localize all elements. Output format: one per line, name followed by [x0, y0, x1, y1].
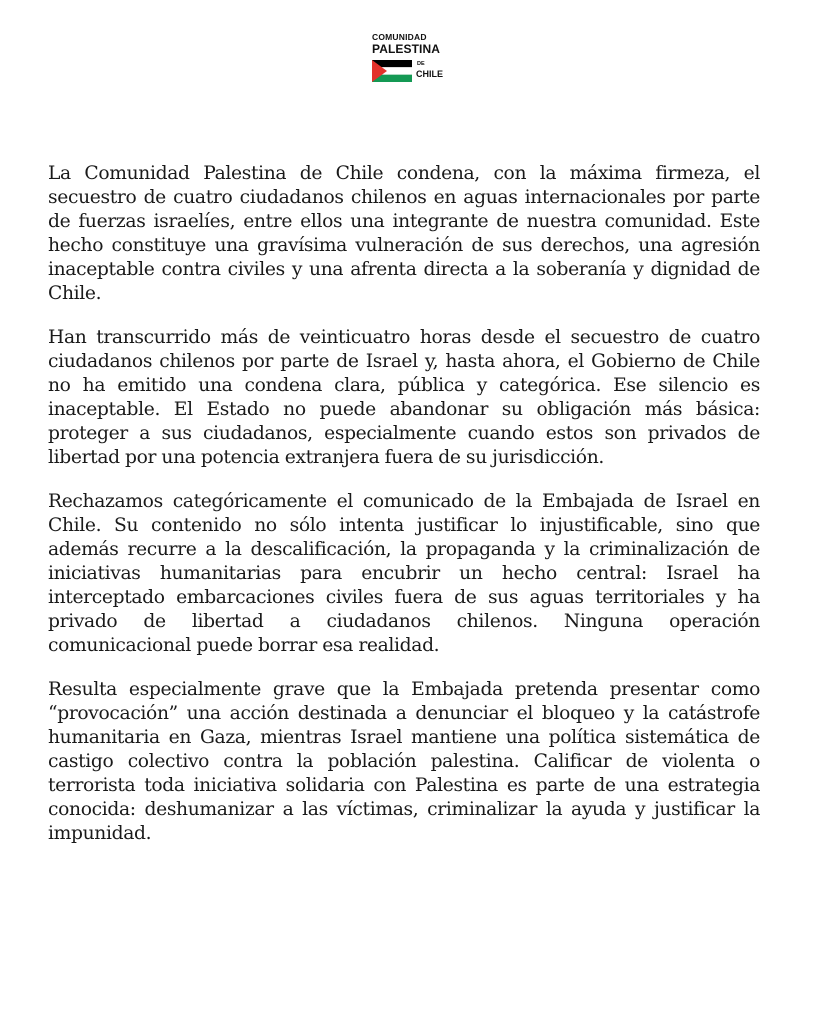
logo-text-comunidad: COMUNIDAD	[372, 32, 427, 42]
logo-text-palestina: PALESTINA	[372, 42, 441, 56]
paragraph-2: Han transcurrido más de veinticuatro horas desde el secuestro de cuatro ciudadanos chilenos por parte de Israel y, hasta ahora, el Gobierno de Chile no ha emitido una condena clara, pública y categórica. Ese silencio es inaceptable. El Estado no puede abandonar su obligación más básica: proteger a sus ciudadanos, especialmente cuando estos son privados de libertad por una potencia extranjera fuera de su jurisdicción.	[48, 327, 760, 468]
paragraph-1: La Comunidad Palestina de Chile condena, con la máxima firmeza, el secuestro de cuatro ciudadanos chilenos en aguas internacionales por parte de fuerzas israelíes, entre ellos una integrante de nuestra comunidad. Este hecho constituye una gravísima vulneración de sus derechos, una agresión inaceptable contra civiles y una afrenta directa a la soberanía y dignidad de Chile.	[48, 163, 760, 304]
organization-logo	[360, 30, 460, 86]
logo-text-chile: CHILE	[416, 69, 443, 79]
palestine-flag-icon	[372, 60, 412, 82]
statement-body	[48, 162, 760, 866]
logo-text-de: DE	[417, 61, 425, 67]
paragraph-4: Resulta especialmente grave que la Embajada pretenda presentar como “provocación” una acción destinada a denunciar el bloqueo y la catástrofe humanitaria en Gaza, mientras Israel mantiene una política sistemática de castigo colectivo contra la población palestina. Calificar de violenta o terrorista toda iniciativa solidaria con Palestina es parte de una estrategia conocida: deshumanizar a las víctimas, criminalizar la ayuda y justificar la impunidad.	[48, 679, 760, 844]
paragraph-3: Rechazamos categóricamente el comunicado de la Embajada de Israel en Chile. Su contenido no sólo intenta justificar lo injustificable, sino que además recurre a la descalificación, la propaganda y la criminalización de iniciativas humanitarias para encubrir un hecho central: Israel ha interceptado embarcaciones civiles fuera de sus aguas territoriales y ha privado de libertad a ciudadanos chilenos. Ninguna operación comunicacional puede borrar esa realidad.	[48, 491, 760, 656]
